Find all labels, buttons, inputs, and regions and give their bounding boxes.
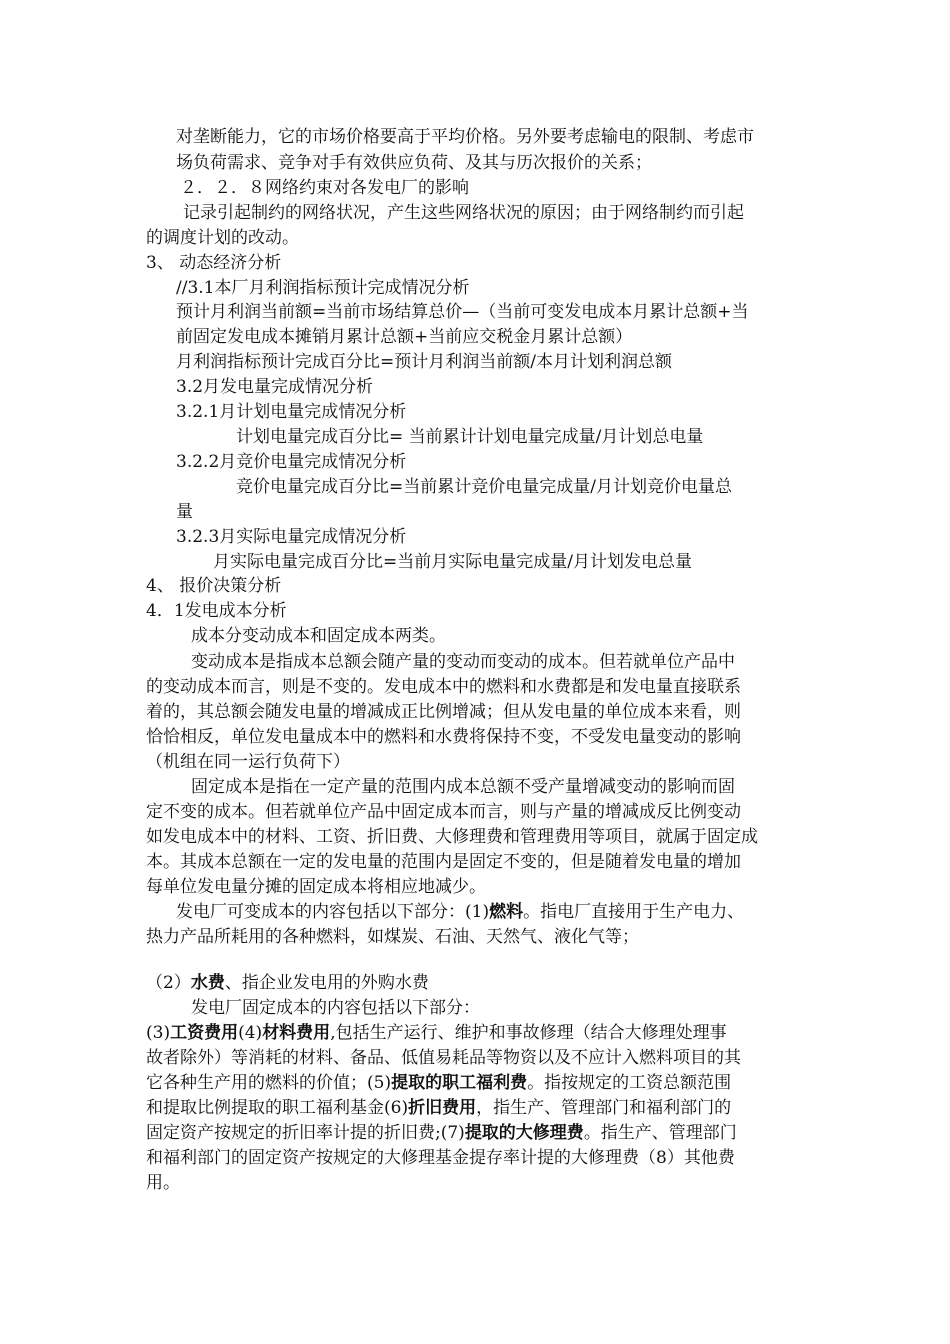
bold-term: 材料费用 [262, 1023, 331, 1043]
text-line: （机组在同一运行负荷下） [146, 752, 350, 772]
text-line: 对垄断能力，它的市场价格要高于平均价格。另外要考虑输电的限制、考虑市 [176, 127, 754, 147]
text-run: ，指生产、管理部门和福利部门的 [476, 1098, 732, 1118]
text-line: 变动成本是指成本总额会随产量的变动而变动的成本。但若就单位产品中 [191, 652, 735, 672]
bold-term: 燃料 [489, 902, 524, 922]
text-line: 用。 [146, 1173, 180, 1193]
text-line: 着的，其总额会随发电量的增减成正比例增减；但从发电量的单位成本来看，则 [146, 702, 741, 722]
text-line: 故者除外）等消耗的材料、备品、低值易耗品等物资以及不应计入燃料项目的其 [146, 1048, 741, 1068]
text-line [146, 1121, 737, 1145]
text-run: （2） [146, 973, 191, 993]
section-heading: 4、 报价决策分析 [146, 576, 282, 596]
text-run: (4) [238, 1023, 263, 1043]
text-run: 。指生产、管理部门 [583, 1123, 737, 1143]
text-run: 发电厂可变成本的内容包括以下部分：(1) [176, 902, 490, 922]
text-line [146, 1096, 731, 1120]
section-heading: 3.2月发电量完成情况分析 [176, 377, 374, 397]
text-line: 定不变的成本。但若就单位产品中固定成本而言，则与产量的增减成反比例变动 [146, 802, 741, 822]
text-line: 恰恰相反，单位发电量成本中的燃料和水费将保持不变，不受发电量变动的影响 [146, 727, 741, 747]
text-run: 。指按规定的工资总额范围 [527, 1073, 732, 1093]
bold-term: 提取的大修理费 [464, 1123, 584, 1143]
text-line: 每单位发电量分摊的固定成本将相应地减少。 [146, 877, 486, 897]
text-line: 固定成本是指在一定产量的范围内成本总额不受产量增减变动的影响而固 [191, 777, 735, 797]
formula-line: 预计月利润当前额=当前市场结算总价—（当前可变发电成本月累计总额+当 [176, 302, 749, 322]
text-line: 的变动成本而言，则是不变的。发电成本中的燃料和水费都是和发电量直接联系 [146, 677, 741, 697]
section-heading: 3.2.3月实际电量完成情况分析 [176, 527, 407, 547]
text-line: 发电厂固定成本的内容包括以下部分： [191, 998, 480, 1018]
formula-line: 月实际电量完成百分比=当前月实际电量完成量/月计划发电总量 [213, 552, 692, 572]
text-line: 和福利部门的固定资产按规定的大修理基金提存率计提的大修理费（8）其他费 [146, 1148, 735, 1168]
formula-line: 月利润指标预计完成百分比=预计月利润当前额/本月计划利润总额 [176, 352, 672, 372]
text-run: 、指企业发电用的外购水费 [224, 973, 429, 993]
text-line [146, 971, 429, 995]
formula-line: 竞价电量完成百分比=当前累计竞价电量完成量/月计划竞价电量总 [236, 477, 732, 497]
formula-line: 量 [176, 502, 193, 522]
text-line: 的调度计划的改动。 [146, 228, 299, 248]
text-line: 成本分变动成本和固定成本两类。 [191, 626, 446, 646]
bold-term: 水费 [190, 973, 225, 993]
text-line [176, 900, 744, 924]
text-run: ,包括生产运行、维护和事故修理（结合大修理处理事 [330, 1023, 727, 1043]
text-line: 本。其成本总额在一定的发电量的范围内是固定不变的，但是随着发电量的增加 [146, 852, 741, 872]
section-heading: 3.2.1月计划电量完成情况分析 [176, 402, 407, 422]
text-run: 它各种生产用的燃料的价值；(5) [146, 1073, 392, 1093]
text-line [146, 1021, 727, 1045]
text-line: 如发电成本中的材料、工资、折旧费、大修理费和管理费用等项目，就属于固定成 [146, 827, 758, 847]
text-line: 热力产品所耗用的各种燃料，如煤炭、石油、天然气、液化气等； [146, 927, 639, 947]
section-heading: 3.2.2月竞价电量完成情况分析 [176, 452, 407, 472]
section-heading: //3.1本厂月利润指标预计完成情况分析 [176, 278, 470, 298]
bold-term: 工资费用 [170, 1023, 239, 1043]
text-run: 固定资产按规定的折旧率计提的折旧费;(7) [146, 1123, 465, 1143]
formula-line: 计划电量完成百分比= 当前累计计划电量完成量/月计划总电量 [236, 427, 704, 447]
bold-term: 折旧费用 [408, 1098, 477, 1118]
text-run: (3) [146, 1023, 171, 1043]
section-heading: 3、 动态经济分析 [146, 253, 282, 273]
text-line: 场负荷需求、竞争对手有效供应负荷、及其与历次报价的关系； [176, 153, 652, 173]
text-line [146, 1071, 731, 1095]
section-heading: 4．1发电成本分析 [146, 601, 287, 621]
formula-line: 前固定发电成本摊销月累计总额+当前应交税金月累计总额） [176, 327, 633, 347]
bold-term: 提取的职工福利费 [391, 1073, 528, 1093]
section-heading: ２．２．８网络约束对各发电厂的影响 [180, 178, 469, 198]
text-line: 记录引起制约的网络状况，产生这些网络状况的原因；由于网络制约而引起 [183, 203, 744, 223]
text-run: 和提取比例提取的职工福利基金(6) [146, 1098, 409, 1118]
text-run: 。指电厂直接用于生产电力、 [523, 902, 745, 922]
